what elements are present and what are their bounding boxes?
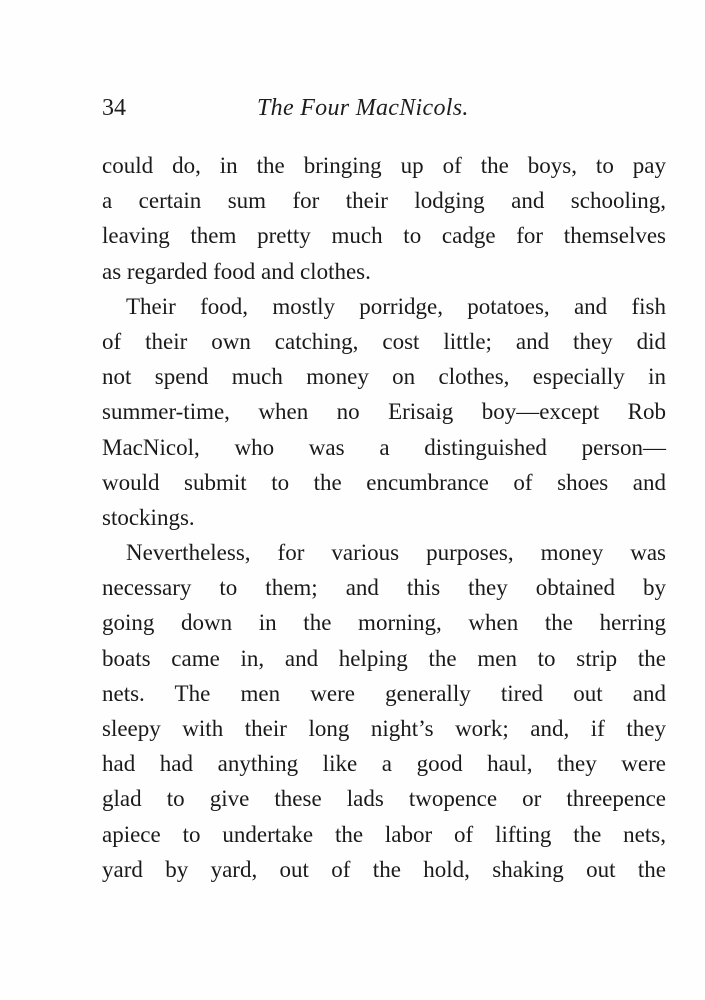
text-line: leaving them pretty much to cadge for themselves <box>102 223 666 249</box>
text-line: boats came in, and helping the men to strip the <box>102 645 666 671</box>
page-header <box>102 95 667 129</box>
text-line: yard by yard, out of the hold, shaking out the <box>102 856 666 882</box>
text-line: going down in the morning, when the herring <box>102 610 666 636</box>
text-line: could do, in the bringing up of the boys, to pay <box>102 153 666 178</box>
text-line: would submit to the encumbrance of shoes and <box>102 469 666 495</box>
text-line: had had anything like a good haul, they were <box>102 751 666 777</box>
text-line: necessary to them; and this they obtained by <box>102 575 666 601</box>
text-line: glad to give these lads twopence or threepence <box>102 786 666 812</box>
text-line: a certain sum for their lodging and schooling, <box>102 188 666 214</box>
text-line: Their food, mostly porridge, potatoes, and fish <box>126 293 666 319</box>
body-text <box>102 148 666 887</box>
paragraph-2 <box>102 289 666 535</box>
text-line: of their own catching, cost little; and they did <box>102 328 666 354</box>
text-line: nets. The men were generally tired out and <box>102 680 666 706</box>
text-line: Nevertheless, for various purposes, money was <box>126 540 666 566</box>
text-line: sleepy with their long night’s work; and, if they <box>102 716 666 741</box>
text-line: not spend much money on clothes, especially in <box>102 364 666 390</box>
page-number: 34 <box>102 95 126 121</box>
paragraph-1 <box>102 148 666 289</box>
text-line: apiece to undertake the labor of lifting the nets, <box>102 821 666 847</box>
paragraph-3 <box>102 535 666 887</box>
text-line: summer-time, when no Erisaig boy—except Rob <box>102 399 666 425</box>
running-title: The Four MacNicols. <box>257 95 469 121</box>
text-line: MacNicol, who was a distinguished person— <box>102 434 666 460</box>
text-line: stockings. <box>102 504 195 530</box>
text-line: as regarded food and clothes. <box>102 258 371 284</box>
